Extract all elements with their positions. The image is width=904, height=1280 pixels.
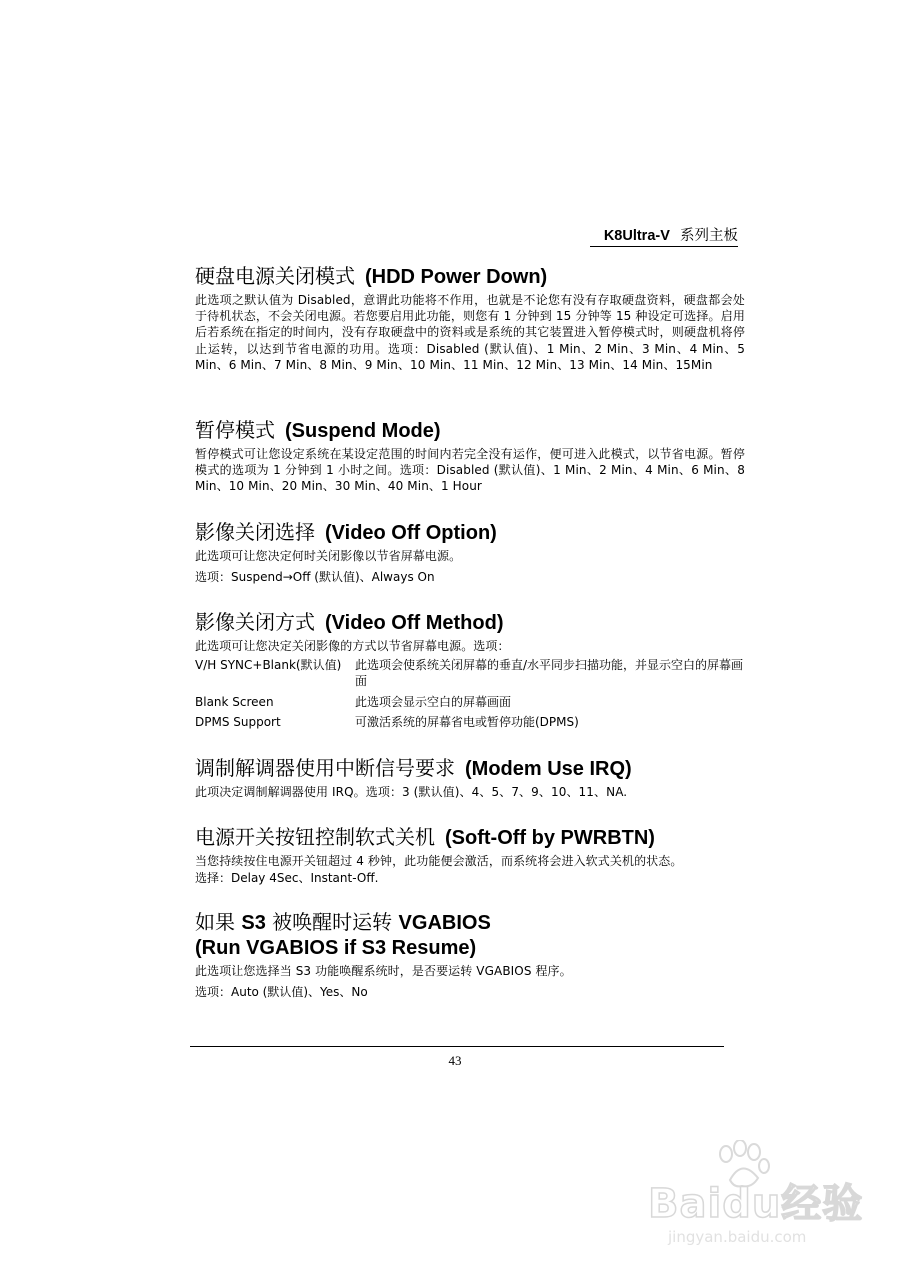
section-title-part: S3 (241, 912, 266, 934)
method-desc: 此选项会显示空白的屏幕画面 (355, 694, 512, 709)
method-key: Blank Screen (195, 694, 274, 709)
section-title (195, 520, 745, 545)
header-model: K8Ultra-V (603, 228, 670, 244)
section-title (195, 264, 745, 289)
section-body: 此选项可让您决定何时关闭影像以节省屏幕电源。 (195, 549, 462, 563)
section-title (195, 610, 745, 635)
section-body: 暂停模式可让您设定系统在某设定范围的时间内若完全没有运作，便可进入此模式，以节省电源。暂停模式的选项为 1 分钟到 1 小时之间。选项：Disabled (默认值)、1 Min、2 Min、4 Min、6 Min、8 Min、10 Min、20 Min、30 Min、40 Min、1 Hour (195, 447, 745, 494)
section-body: 此项决定调制解调器使用 IRQ。选项：3 (默认值)、4、5、7、9、10、11、NA. (195, 785, 628, 799)
section-hdd-power-down (195, 264, 745, 373)
method-row (195, 657, 745, 689)
section-options: 选择：Delay 4Sec、Instant-Off. (195, 871, 379, 886)
section-title-line2 (195, 935, 745, 960)
section-title-en: (Soft-Off by PWRBTN) (445, 827, 655, 849)
section-title-zh: 影像关闭方式 (195, 610, 315, 634)
section-video-off-option (195, 520, 745, 585)
section-title (195, 418, 745, 443)
section-body: 此选项让您选择当 S3 功能唤醒系统时，是否要运转 VGABIOS 程序。 (195, 964, 572, 978)
section-suspend-mode (195, 418, 745, 495)
section-options: 选项：Suspend→Off (默认值)、Always On (195, 570, 435, 585)
section-title-en: (Run VGABIOS if S3 Resume) (195, 937, 477, 959)
section-body: 此选项之默认值为 Disabled，意谓此功能将不作用，也就是不论您有没有存取硬盘资料，硬盘都会处于待机状态，不会关闭电源。若您要启用此功能，则您有 1 分钟到 15 分钟等 15 种设定可选择。启用后若系统在指定的时间内，没有存取硬盘中的资料或是系统的其它装置进入暂停模式时，则硬盘机将停止运转，以达到节省电源的功用。选项：Disabled (默认值)、1 Min、2 Min、3 Min、4 Min、5 Min、6 Min、7 Min、8 Min、9 Min、10 Min、11 Min、12 Min、13 Min、14 Min、15Min (195, 293, 745, 372)
section-title (195, 825, 745, 850)
method-table (195, 657, 745, 730)
method-key: DPMS Support (195, 714, 281, 729)
method-key: V/H SYNC+Blank(默认值) (195, 658, 342, 673)
page-header (560, 226, 738, 246)
section-title-en: (Modem Use IRQ) (465, 758, 632, 780)
watermark-url: jingyan.baidu.com (668, 1228, 807, 1246)
section-title-en: (Video Off Option) (325, 522, 497, 544)
section-title-en: (Video Off Method) (325, 612, 504, 634)
page-number: 43 (448, 1053, 462, 1068)
section-video-off-method (195, 610, 745, 734)
section-title (195, 910, 745, 935)
section-title-part: VGABIOS (398, 912, 491, 934)
watermark-brand: Baidu经验 (648, 1181, 864, 1227)
section-title-en: (Suspend Mode) (285, 420, 441, 442)
section-run-vgabios (195, 910, 745, 1000)
section-title-zh: 调制解调器使用中断信号要求 (195, 756, 455, 780)
section-body: 此选项可让您决定关闭影像的方式以节省屏幕电源。选项： (195, 639, 510, 653)
section-title-en: (HDD Power Down) (365, 266, 548, 288)
section-options: 选项：Auto (默认值)、Yes、No (195, 985, 368, 1000)
footer-divider (190, 1046, 724, 1047)
section-title-part: 被唤醒时运转 (265, 910, 399, 934)
section-title-zh: 影像关闭选择 (195, 520, 315, 544)
section-title (195, 756, 745, 781)
section-title-zh: 电源开关按钮控制软式关机 (195, 825, 435, 849)
baidu-watermark (640, 1140, 870, 1260)
method-row (195, 694, 745, 710)
section-soft-off-pwrbtn (195, 825, 745, 886)
header-series: 系列主板 (680, 228, 738, 244)
section-modem-use-irq (195, 756, 745, 800)
section-title-zh: 暂停模式 (195, 418, 275, 442)
method-row (195, 714, 745, 730)
method-desc: 可激活系统的屏幕省电或暂停功能(DPMS) (355, 714, 579, 729)
section-body: 当您持续按住电源开关钮超过 4 秒钟，此功能便会激活，而系统将会进入软式关机的状态。 (195, 854, 683, 868)
section-title-zh: 硬盘电源关闭模式 (195, 264, 355, 288)
header-underline (590, 246, 738, 247)
method-desc: 此选项会使系统关闭屏幕的垂直/水平同步扫描功能，并显示空白的屏幕画面 (355, 658, 744, 689)
section-title-part: 如果 (195, 910, 242, 934)
